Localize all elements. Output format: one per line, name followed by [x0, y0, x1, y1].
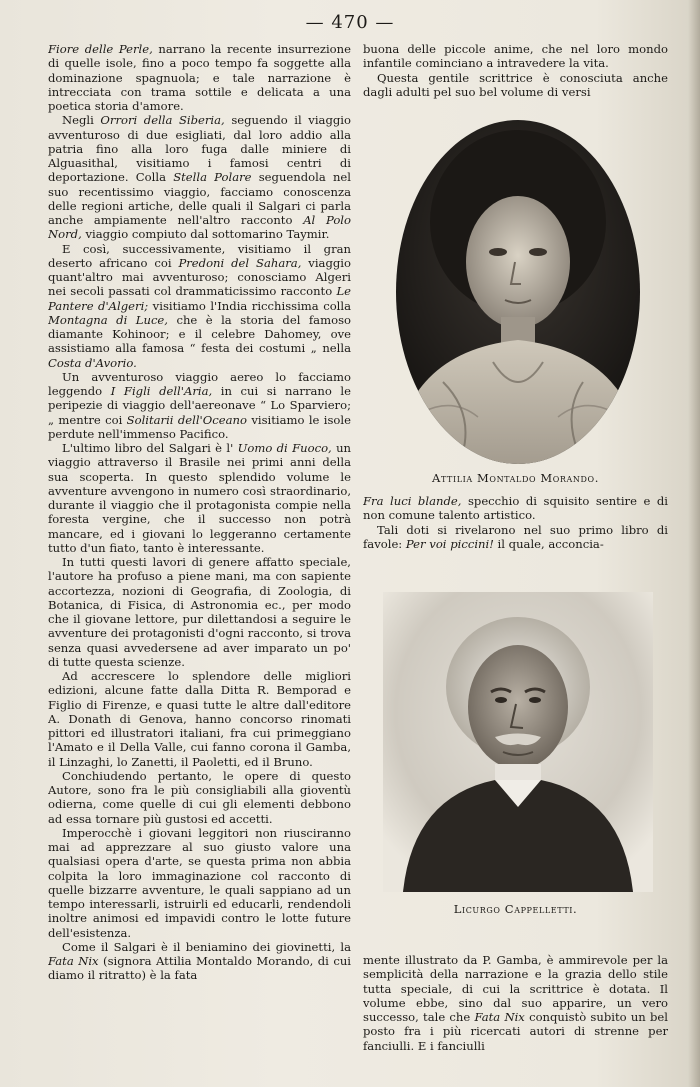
text-run: viaggio quant'altro mai avventuroso; conosciamo Algeri nei secoli passati col drammaticissimo racconto	[48, 255, 351, 299]
text-run: Un avventuroso viaggio aereo lo facciamo leggendo	[48, 369, 351, 398]
page-edge-shadow	[688, 0, 700, 1087]
text-run: (signora Attilia Montaldo Morando, di cui diamo il ritratto) è la fata	[48, 954, 351, 983]
text-run: Questa gentile scrittrice è conosciuta anche dagli adulti pel suo bel volume di versi	[363, 70, 668, 99]
italic-title: Predoni del Sahara,	[178, 255, 302, 270]
paragraph	[48, 441, 351, 555]
portrait-caption-2: Licurgo Cappelletti.	[453, 902, 578, 916]
paragraph	[48, 555, 351, 669]
italic-title: Fra luci blande,	[363, 494, 462, 508]
paragraph	[363, 523, 668, 552]
italic-title: Fiore delle Perle,	[48, 42, 153, 56]
right-column-top-text	[363, 42, 668, 99]
paragraph	[48, 370, 351, 441]
text-run: che è la storia del famoso diamante Kohinoor; e il celebre Dahomey, ove assistiamo alla famosa “ festa dei costumi „ nella	[48, 312, 351, 356]
italic-title: Costa d'Avorio.	[48, 355, 137, 370]
paragraph	[363, 71, 668, 100]
text-run: seguendo il viaggio avventuroso di due esigliati, dal loro addio alla patria fino alla loro fuga dalle miniere di Alguasithal, visitiamo i famosi centri di deportazione. Colla	[48, 113, 351, 185]
text-run: L'ultimo libro del Salgari è l'	[62, 441, 238, 455]
text-run: mente illustrato da P. Gamba, è ammirevole per la semplicità della narrazione e la grazia dello stile tutta speciale, di cui la scrittrice è dotata. Il volume ebbe, sino dal suo apparire, un vero successo, tale che	[363, 953, 668, 1024]
text-run: viaggio compiuto dal sottomarino Taymir.	[81, 227, 330, 242]
text-run: in cui si narrano le peripezie di viaggio dell'aereonave “ Lo Sparviero; „ mentre coi	[48, 384, 351, 427]
paragraph	[48, 113, 351, 241]
text-run: buona delle piccole anime, che nel loro mondo infantile cominciano a intravedere la vita.	[363, 42, 668, 71]
italic-title: Fata Nix	[474, 1010, 525, 1024]
paragraph	[48, 242, 351, 370]
paragraph	[48, 669, 351, 769]
text-run: Negli	[62, 113, 101, 128]
right-column-middle-text	[363, 494, 668, 551]
portrait-attilia-montaldo-morando	[383, 112, 653, 467]
italic-title: Montagna di Luce,	[48, 312, 168, 327]
italic-title: Orrori della Siberia,	[100, 113, 225, 128]
portrait-woman-image	[383, 112, 653, 467]
italic-title: Fata Nix	[48, 954, 99, 968]
left-column	[48, 42, 351, 1067]
portrait-licurgo-cappelletti	[383, 592, 653, 892]
paragraph	[48, 940, 351, 983]
portrait-caption-1: Attilia Montaldo Morando.	[432, 471, 599, 485]
text-run: visitiamo l'India ricchissima colla	[148, 298, 351, 313]
page-number: — 470 —	[305, 12, 395, 33]
paragraph	[363, 42, 668, 71]
text-run: In tutti questi lavori di genere affatto speciale, l'autore ha profuso a piene mani, ma con sapiente accortezza, nozioni di Geografia, di Zoologia, di Botanica, di Fisica, di Astronomia ec., per modo che il giovane lettore, pur dilettandosi a seguire le avventure dei protagonisti d'ogni racconto, si trova senza quasi avvedersene ad aver imparato un po' di tutte questa scienze.	[48, 555, 351, 669]
paragraph	[363, 494, 668, 523]
italic-title: Stella Polare	[173, 170, 252, 185]
text-run: Tali doti si rivelarono nel suo primo libro di favole:	[363, 522, 668, 551]
italic-title: Uomo di Fuoco,	[237, 441, 332, 455]
paragraph	[48, 42, 351, 113]
italic-title: Solitarii dell'Oceano	[126, 412, 247, 427]
text-run: seguendola nel suo recentissimo viaggio, facciamo conoscenza delle regioni artiche, delle quali il Salgari ci parla anche ampiamente nell'altro racconto	[48, 170, 351, 227]
text-run: specchio di squisito sentire e di non comune talento artistico.	[363, 494, 668, 523]
text-run: E così, successivamente, visitiamo il gran deserto africano coi	[48, 241, 351, 270]
text-run: visitiamo le isole perdute nell'immenso Pacifico.	[48, 412, 351, 441]
text-run: il quale, acconcia-	[493, 536, 604, 551]
italic-title: Per voi piccini!	[405, 536, 494, 551]
paragraph	[48, 826, 351, 940]
paragraph	[363, 953, 668, 1053]
portrait-man-image	[383, 592, 653, 892]
text-run: Come il Salgari è il beniamino dei giovinetti, la	[62, 939, 351, 954]
text-run: narrano la recente insurrezione di quelle isole, fino a poco tempo fa soggette alla dominazione spagnuola; e tale narrazione è intrecciata con trama sottile e delicata a una poetica storia d'amore.	[48, 42, 351, 113]
text-run: Conchiudendo pertanto, le opere di questo Autore, sono fra le più consigliabili alla gioventù odierna, come quelle di cui gli elementi debbono ad essa tornare più gustosi ed accetti.	[48, 768, 351, 826]
text-run: conquistò subito un bel posto fra i più ricercati autori di strenne per fanciulli. E i fanciulli	[363, 1010, 668, 1053]
text-run: Imperocchè i giovani leggitori non riusciranno mai ad apprezzare al suo giusto valore una qualsiasi opera d'arte, se questa prima non abbia colpita la loro immaginazione col racconto di quelle bizzarre avventure, le quali sappiano ad un tempo interessarli, istruirli ed educarli, rendendoli inoltre animosi ed impavidi contro le lotte future dell'esistenza.	[48, 825, 351, 940]
paragraph	[48, 769, 351, 826]
right-column	[363, 42, 668, 1067]
italic-title: I Figli dell'Aria,	[110, 384, 213, 398]
italic-title: Le Pantere d'Algeri;	[48, 284, 351, 313]
text-run: un viaggio attraverso il Brasile nei primi anni della sua scoperta. In questo splendido volume le avventure avvengono in numero così straordinario, durante il viaggio che il protagonista compie nella foresta vergine, che il successo non potrà mancare, ed i giovani lo leggeranno certamente tutto d'un fiato, tanto è interessante.	[48, 441, 351, 555]
text-run: Ad accrescere lo splendore delle migliori edizioni, alcune fatte dalla Ditta R. Bemporad e Figlio di Firenze, e quasi tutte le altre dall'editore A. Donath di Genova, hanno concorso rinomati pittori ed illustratori italiani, fra cui primeggiano l'Amato e il Della Valle, cui fanno corona il Gamba, il Linzaghi, lo Zanetti, il Paoletti, ed il Bruno.	[48, 669, 351, 769]
right-column-bottom-text	[363, 953, 668, 1053]
italic-title: Al Polo Nord,	[48, 213, 351, 242]
